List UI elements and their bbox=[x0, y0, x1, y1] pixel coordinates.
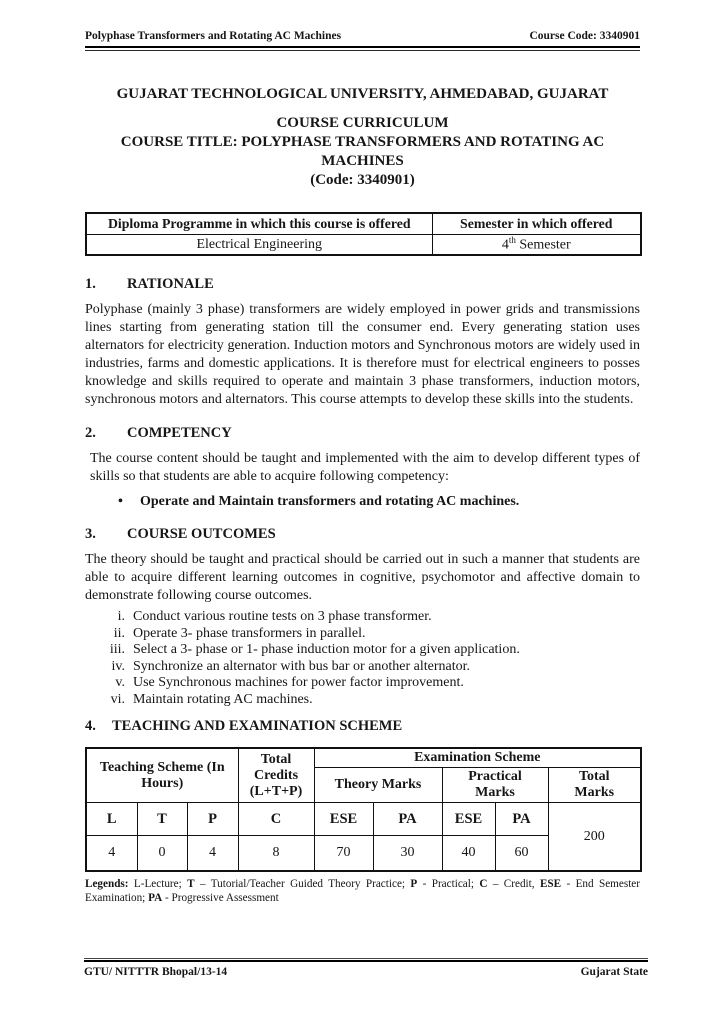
legend-pa-text: - Progressive Assessment bbox=[162, 892, 279, 904]
practical-pa-value: 60 bbox=[495, 836, 548, 872]
list-item-text: Operate 3- phase transformers in parallel. bbox=[133, 625, 366, 641]
header-divider-thin-line bbox=[85, 50, 640, 51]
total-credits-header: Total Credits (L+T+P) bbox=[238, 748, 314, 803]
footer-document-id: GTU/ NITTTR Bhopal/13-14 bbox=[84, 966, 228, 978]
practical-ese-value: 40 bbox=[442, 836, 495, 872]
list-item-numeral: v. bbox=[115, 675, 125, 690]
footer-divider-thin-line bbox=[84, 958, 648, 959]
programme-column-header: Diploma Programme in which this course is offered bbox=[86, 213, 432, 235]
examination-scheme-header: Examination Scheme bbox=[314, 748, 641, 768]
legend-practical: - Practical; bbox=[417, 878, 480, 890]
teaching-scheme-header: Teaching Scheme (In Hours) bbox=[86, 748, 238, 803]
legends-note bbox=[85, 877, 640, 905]
practical-hours-value: 4 bbox=[187, 836, 238, 872]
list-item bbox=[85, 675, 640, 692]
list-item-text: Synchronize an alternator with bus bar or another alternator. bbox=[133, 658, 471, 674]
column-header-practical-pa: PA bbox=[495, 803, 548, 836]
list-item-numeral: iv. bbox=[111, 658, 125, 674]
footer-state: Gujarat State bbox=[580, 966, 648, 978]
header-divider bbox=[85, 46, 640, 51]
header-course-code: Course Code: 3340901 bbox=[529, 30, 640, 42]
legend-ese-text: - End Semester Examination; bbox=[85, 878, 641, 904]
legend-lecture: L-Lecture; bbox=[133, 878, 188, 890]
list-item-text: Use Synchronous machines for power factor improvement. bbox=[133, 675, 464, 690]
legends-label: Legends: bbox=[85, 878, 134, 890]
list-item bbox=[85, 692, 640, 709]
practical-marks-header bbox=[442, 768, 548, 803]
section-competency-heading bbox=[85, 425, 640, 442]
semester-ordinal-suffix: th bbox=[508, 235, 516, 246]
semester-value bbox=[432, 235, 641, 256]
semester-word: Semester bbox=[515, 237, 571, 253]
section-rationale-heading bbox=[85, 276, 640, 293]
outcomes-paragraph: The theory should be taught and practical should be carried out in such a manner that students are able to acquire different learning outcomes in cognitive, psychomotor and affective domain to demonstrate following course outcomes. bbox=[85, 552, 640, 603]
list-item-text: Select a 3- phase or 1- phase induction motor for a given application. bbox=[133, 642, 520, 657]
programme-name: Electrical Engineering bbox=[86, 235, 432, 256]
table-subheader-row bbox=[86, 803, 641, 836]
list-item bbox=[85, 609, 640, 626]
programme-semester-table bbox=[85, 212, 642, 256]
course-title: COURSE TITLE: POLYPHASE TRANSFORMERS AND ROTATING AC MACHINES bbox=[120, 134, 605, 169]
course-curriculum-heading: COURSE CURRICULUM bbox=[276, 115, 449, 131]
rationale-paragraph: Polyphase (mainly 3 phase) transformers are widely employed in power grids and transmissions lines starting from generating station till the consumer end. Every generating station uses alternators for electricity generation. Induction motors and Synchronous motors are widely used in industries, farms and domestic applications. It is therefore must for electrical engineers to posses knowledge and skills required to operate and maintain 3 phase transformers, induction motors, synchronous motors and alternators. This course attempts to develop these skills into the students. bbox=[85, 302, 640, 407]
theory-marks-header: Theory Marks bbox=[314, 768, 442, 803]
legend-t-key: T bbox=[187, 878, 195, 890]
university-name: GUJARAT TECHNOLOGICAL UNIVERSITY, AHMEDABAD, GUJARAT bbox=[116, 86, 609, 102]
footer-divider bbox=[84, 958, 648, 962]
column-header-theory-ese: ESE bbox=[314, 803, 373, 836]
legend-pa-key: PA bbox=[148, 892, 163, 904]
column-header-T: T bbox=[137, 803, 187, 836]
section-title: COMPETENCY bbox=[127, 425, 232, 441]
column-header-theory-pa: PA bbox=[373, 803, 442, 836]
legend-c-key: C bbox=[479, 878, 488, 890]
section-title: COURSE OUTCOMES bbox=[127, 526, 276, 542]
teaching-examination-scheme-table bbox=[85, 747, 642, 872]
competency-paragraph: The course content should be taught and implemented with the aim to develop different types of skills so that students are able to acquire following competency: bbox=[90, 451, 640, 484]
list-item bbox=[85, 642, 640, 659]
column-header-P: P bbox=[187, 803, 238, 836]
section-title: TEACHING AND EXAMINATION SCHEME bbox=[112, 718, 403, 734]
section-number: 4. bbox=[85, 718, 96, 734]
course-outcomes-list bbox=[85, 609, 640, 708]
tutorial-hours-value: 0 bbox=[137, 836, 187, 872]
list-item bbox=[85, 626, 640, 643]
footer-divider-thick-line bbox=[84, 960, 648, 962]
course-code: (Code: 3340901) bbox=[310, 172, 415, 188]
table-header-row bbox=[86, 748, 641, 768]
section-outcomes-heading bbox=[85, 526, 640, 543]
list-item-numeral: i. bbox=[117, 609, 125, 624]
legend-credit: – Credit, bbox=[487, 878, 540, 890]
list-item-text: Conduct various routine tests on 3 phase transformer. bbox=[133, 609, 432, 624]
competency-bullet-text: Operate and Maintain transformers and rotating AC machines. bbox=[140, 494, 520, 509]
theory-ese-value: 70 bbox=[314, 836, 373, 872]
bullet-icon bbox=[118, 493, 140, 511]
credits-value: 8 bbox=[238, 836, 314, 872]
list-item-numeral: iii. bbox=[109, 642, 125, 657]
column-header-practical-ese: ESE bbox=[442, 803, 495, 836]
title-block bbox=[85, 85, 640, 190]
legend-p-key: P bbox=[410, 878, 418, 890]
competency-bullet-item bbox=[118, 493, 640, 511]
semester-number: 4 bbox=[501, 237, 509, 253]
semester-column-header: Semester in which offered bbox=[432, 213, 641, 235]
list-item-text: Maintain rotating AC machines. bbox=[133, 691, 313, 707]
header-document-title: Polyphase Transformers and Rotating AC Machines bbox=[85, 30, 342, 42]
table-row bbox=[86, 235, 641, 256]
lecture-hours-value: 4 bbox=[86, 836, 137, 872]
total-marks-value: 200 bbox=[548, 803, 641, 872]
section-number: 2. bbox=[85, 425, 96, 441]
column-header-L: L bbox=[86, 803, 137, 836]
footer-text-row bbox=[84, 966, 648, 978]
section-scheme-heading bbox=[85, 718, 640, 735]
legend-ese-key: ESE bbox=[539, 878, 562, 890]
table-header-row bbox=[86, 213, 641, 235]
list-item bbox=[85, 659, 640, 676]
header-divider-thick-line bbox=[85, 46, 640, 48]
practical-marks-label: Practical Marks bbox=[468, 769, 522, 800]
legend-tutorial: – Tutorial/Teacher Guided Theory Practice; bbox=[194, 878, 411, 890]
theory-pa-value: 30 bbox=[373, 836, 442, 872]
total-marks-label: Total Marks bbox=[574, 769, 615, 800]
list-item-numeral: ii. bbox=[113, 625, 125, 641]
page-header bbox=[85, 30, 640, 46]
list-item-numeral: vi. bbox=[110, 691, 125, 707]
section-number: 3. bbox=[85, 526, 96, 542]
section-title: RATIONALE bbox=[127, 276, 214, 292]
section-number: 1. bbox=[85, 276, 96, 292]
total-marks-header bbox=[548, 768, 641, 803]
column-header-C: C bbox=[238, 803, 314, 836]
page-footer bbox=[84, 958, 648, 978]
